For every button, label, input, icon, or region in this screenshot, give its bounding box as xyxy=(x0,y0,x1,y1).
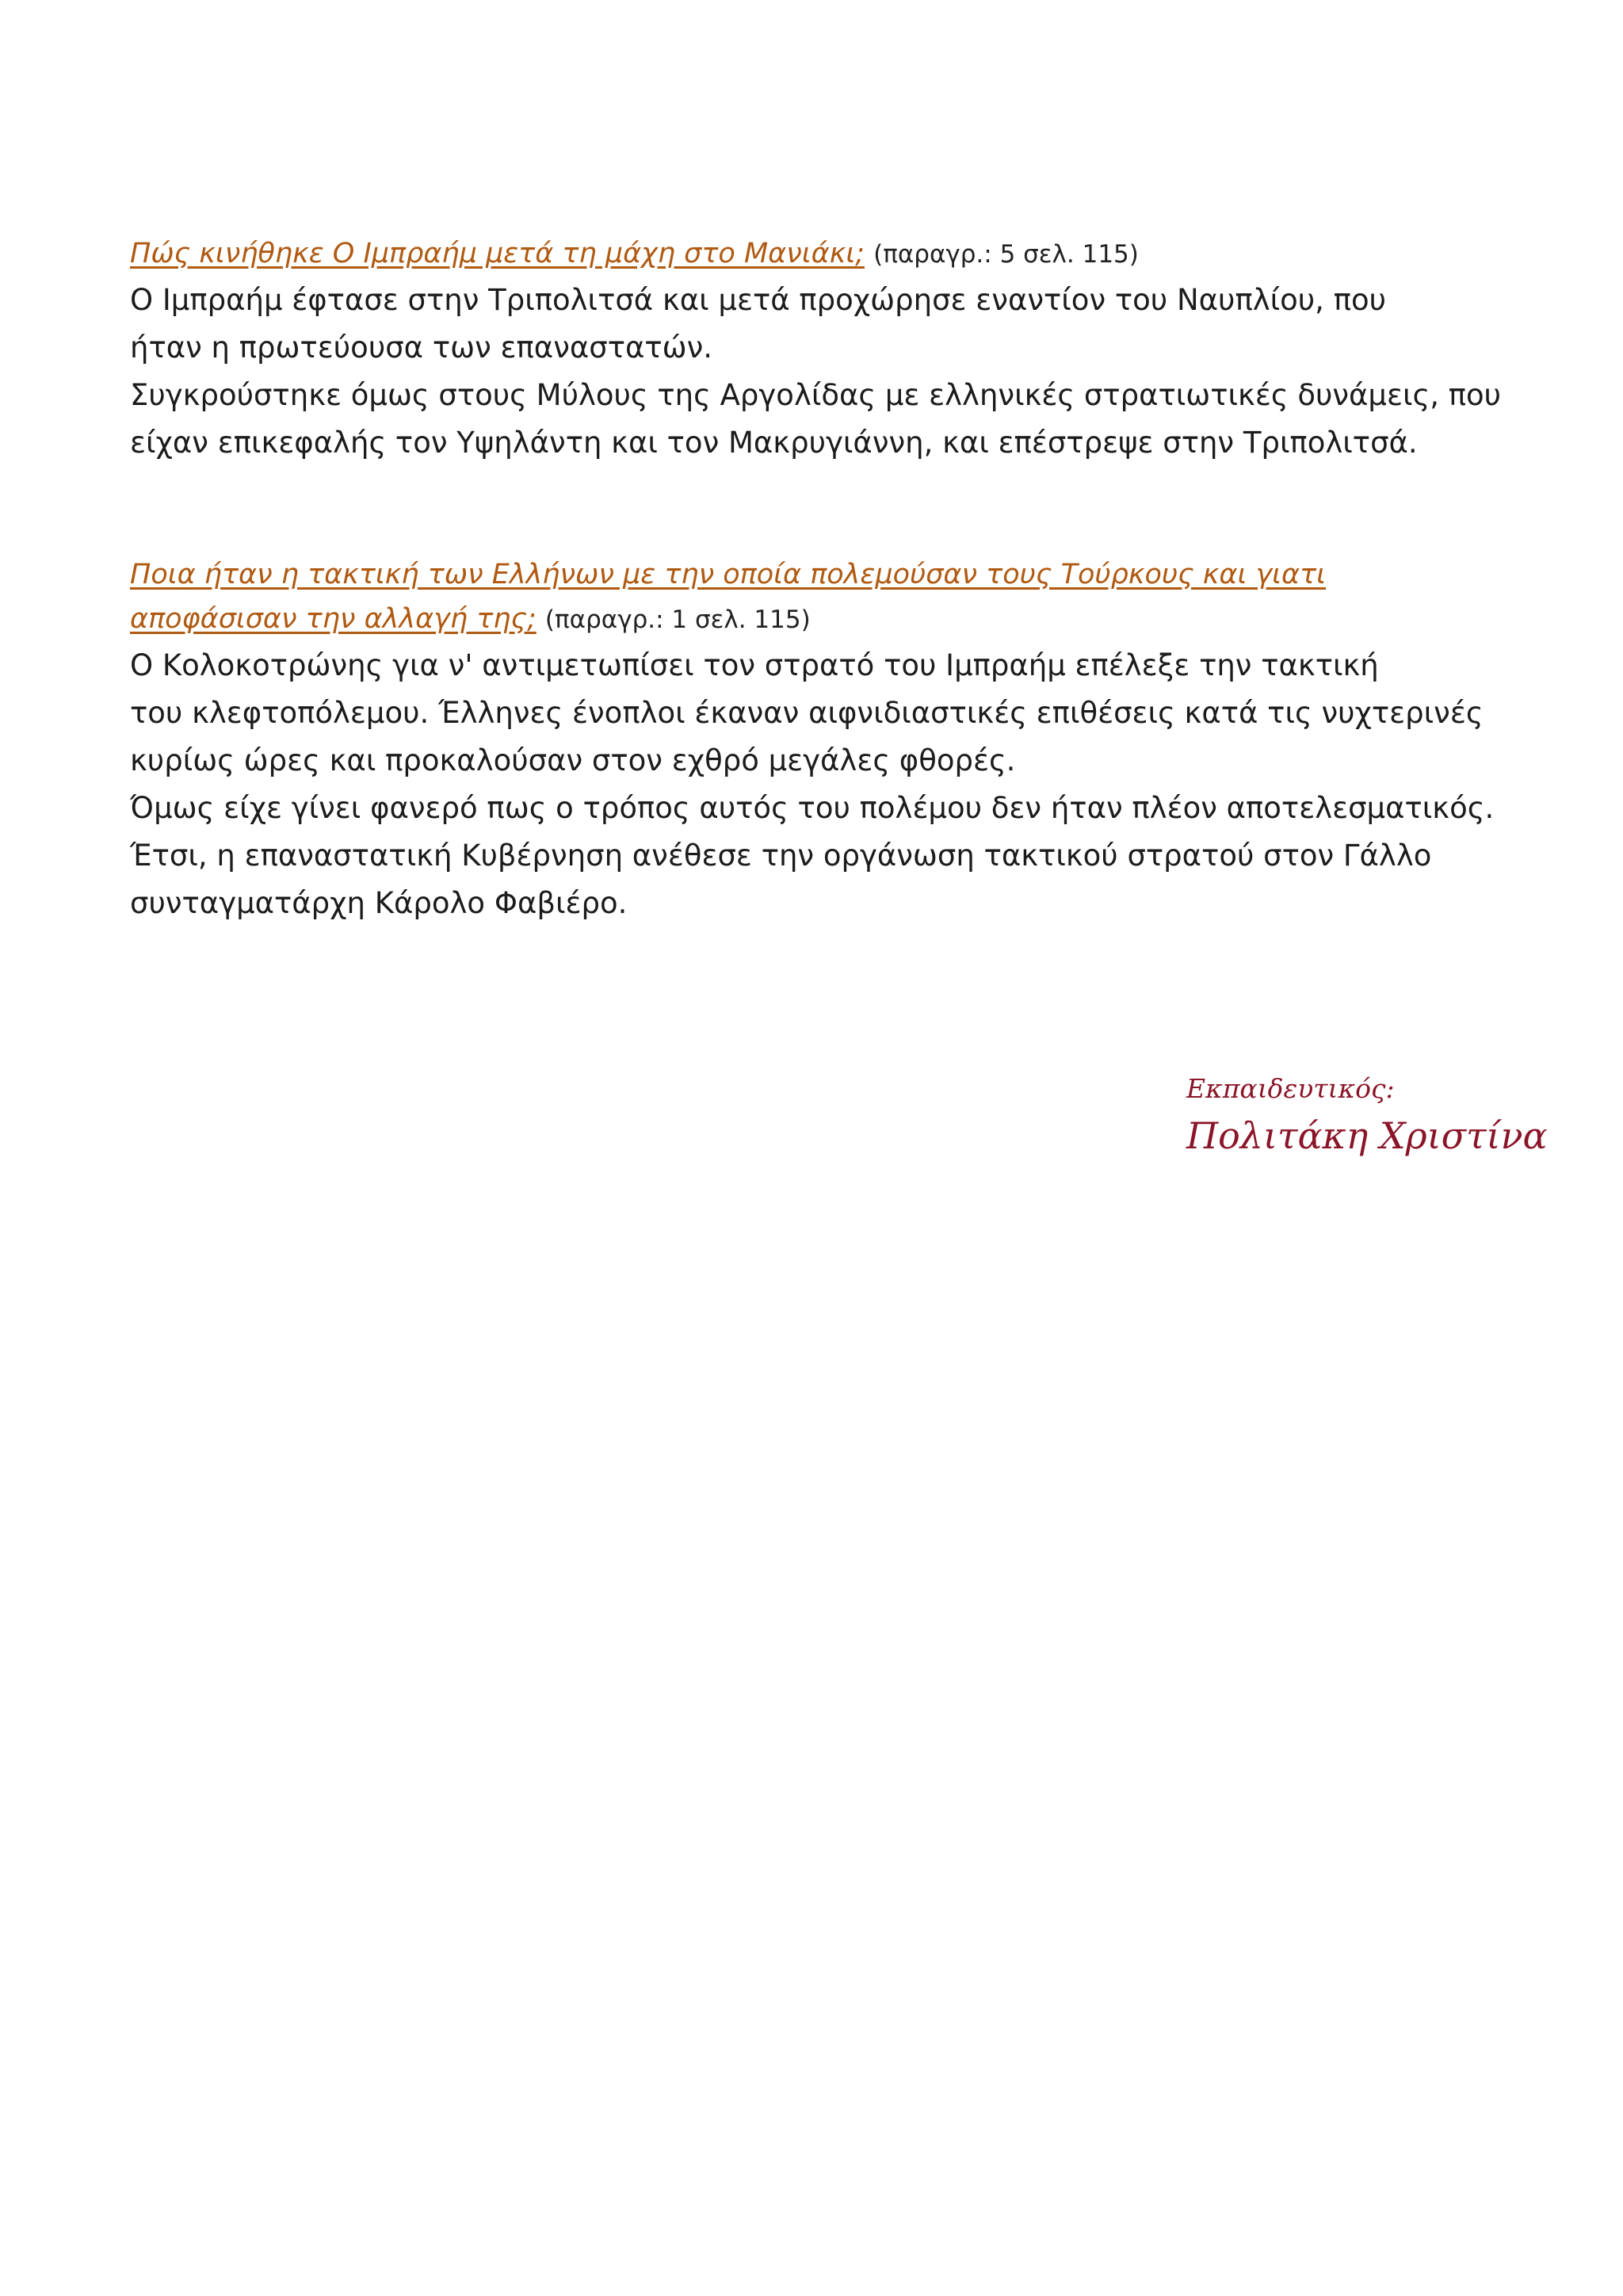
question-tactics-line1: Ποια ήταν η τακτική των Ελλήνων με την οποία πολεμούσαν τους Τούρκους και γιατι xyxy=(130,559,1327,590)
signature-name: Πολιτάκη Χριστίνα xyxy=(1186,1114,1548,1157)
section-maniaki xyxy=(130,231,1541,467)
answer-line: κυρίως ώρες και προκαλούσαν στον εχθρό μεγάλες φθορές. xyxy=(130,743,1016,777)
paragraph-reference: (παραγρ.: 5 σελ. 115) xyxy=(873,240,1139,269)
answer-line: Όμως είχε γίνει φανερό πως ο τρόπος αυτός του πολέμου δεν ήταν πλέον αποτελεσματικός. xyxy=(130,791,1495,825)
section-tactics xyxy=(130,552,1541,927)
question-line xyxy=(130,552,1541,597)
signature-label: Εκπαιδευτικός: xyxy=(1186,1073,1395,1104)
question-line xyxy=(130,597,1541,642)
question-line xyxy=(130,231,1541,277)
question-maniaki: Πώς κινήθηκε Ο Ιμπραήμ μετά τη μάχη στο Μανιάκι; xyxy=(130,238,865,269)
answer-line: Έτσι, η επαναστατική Κυβέρνηση ανέθεσε την οργάνωση τακτικού στρατού στον Γάλλο xyxy=(130,839,1432,873)
answer-line: του κλεφτοπόλεμου. Έλληνες ένοπλοι έκαναν αιφνιδιαστικές επιθέσεις κατά τις νυχτερινές xyxy=(130,696,1484,730)
paragraph-reference: (παραγρ.: 1 σελ. 115) xyxy=(544,606,811,634)
answer-line: Ο Ιμπραήμ έφτασε στην Τριπολιτσά και μετά προχώρησε εναντίον του Ναυπλίου, που xyxy=(130,283,1387,317)
answer-line: Συγκρούστηκε όμως στους Μύλους της Αργολίδας με ελληνικές στρατιωτικές δυνάμεις, που xyxy=(130,378,1502,412)
answer-line: ήταν η πρωτεύουσα των επαναστατών. xyxy=(130,330,713,365)
answer-line: είχαν επικεφαλής τον Υψηλάντη και τον Μακρυγιάννη, και επέστρεψε στην Τριπολιτσά. xyxy=(130,426,1418,460)
question-tactics-line2: αποφάσισαν την αλλαγή της; xyxy=(130,603,537,635)
answer-line: συνταγματάρχη Κάρολο Φαβιέρο. xyxy=(130,886,628,920)
answer-line: Ο Κολοκοτρώνης για ν' αντιμετωπίσει τον στρατό του Ιμπραήμ επέλεξε την τακτική xyxy=(130,648,1379,682)
teacher-signature xyxy=(1186,1072,1548,1160)
